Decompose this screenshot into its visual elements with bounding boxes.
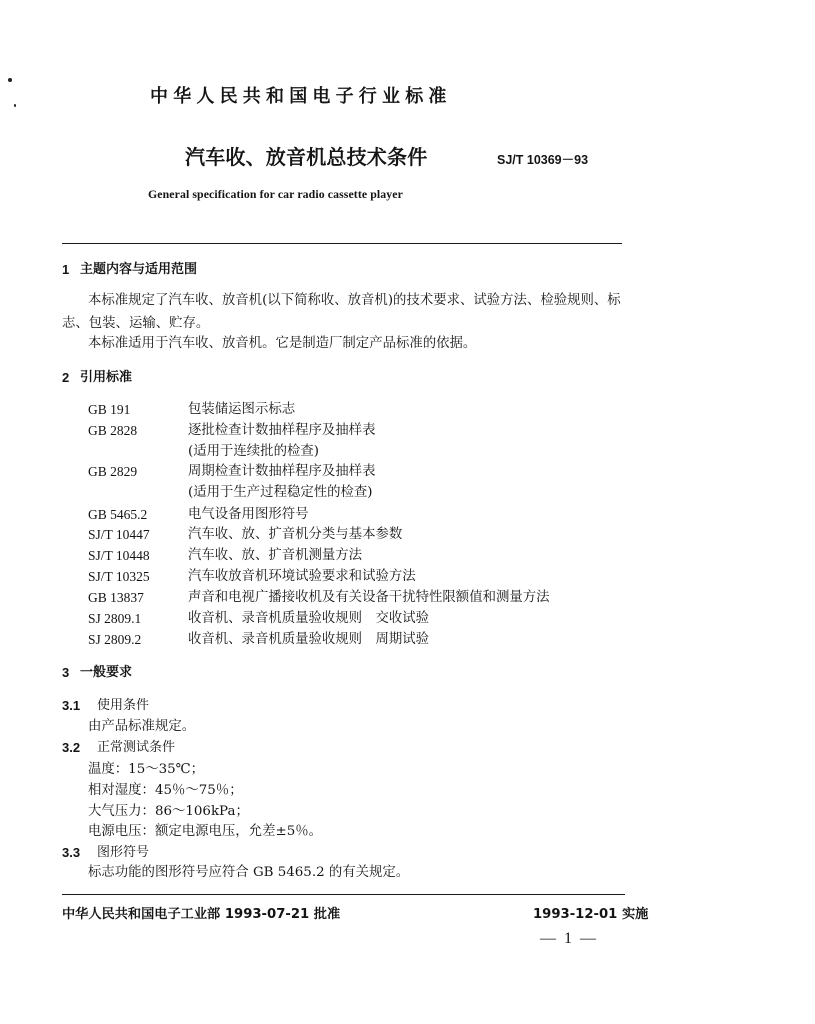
subsection-text: 由产品标准规定。 bbox=[88, 719, 196, 734]
section-title: 一般要求 bbox=[80, 665, 133, 680]
test-condition: 相对湿度：45％～75％； bbox=[88, 783, 243, 798]
reference-note: (适用于生产过程稳定性的检查) bbox=[188, 485, 373, 500]
standard-type-heading: 中华人民共和国电子行业标准 bbox=[150, 86, 452, 107]
reference-title: 汽车收放音机环境试验要求和试验方法 bbox=[188, 569, 416, 584]
document-title-english: General specification for car radio cassette player bbox=[148, 187, 403, 201]
document-title: 汽车收、放音机总技术条件 bbox=[185, 145, 428, 169]
subsection-number: 3.1 bbox=[62, 698, 81, 713]
paragraph-line: 本标准适用于汽车收、放音机。它是制造厂制定产品标准的依据。 bbox=[88, 336, 477, 351]
reference-title: 汽车收、放、扩音机测量方法 bbox=[188, 548, 363, 563]
footer-divider bbox=[62, 894, 625, 895]
section-number: 3 bbox=[62, 665, 70, 680]
subsection-title: 使用条件 bbox=[97, 698, 150, 713]
reference-title: 包装储运图示标志 bbox=[188, 402, 296, 417]
subsection-title: 图形符号 bbox=[97, 845, 150, 860]
section-number: 2 bbox=[62, 370, 70, 385]
scan-mark bbox=[14, 104, 16, 107]
reference-code: SJ/T 10325 bbox=[88, 569, 150, 584]
reference-code: GB 191 bbox=[88, 402, 131, 417]
standard-code: SJ/T 10369－93 bbox=[497, 153, 589, 167]
reference-note: (适用于连续批的检查) bbox=[188, 444, 319, 459]
reference-code: SJ 2809.1 bbox=[88, 611, 142, 626]
scan-mark bbox=[8, 78, 12, 82]
reference-code: GB 5465.2 bbox=[88, 507, 148, 522]
reference-code: GB 13837 bbox=[88, 590, 144, 605]
reference-title: 声音和电视广播接收机及有关设备干扰特性限额值和测量方法 bbox=[188, 590, 550, 605]
subsection-number: 3.3 bbox=[62, 845, 81, 860]
section-title: 引用标准 bbox=[80, 370, 133, 385]
reference-code: SJ/T 10447 bbox=[88, 527, 150, 542]
test-condition: 大气压力：86～106kPa； bbox=[88, 804, 249, 819]
subsection-title: 正常测试条件 bbox=[97, 740, 176, 755]
reference-code: GB 2829 bbox=[88, 464, 138, 479]
section-number: 1 bbox=[62, 262, 70, 277]
reference-title: 逐批检查计数抽样程序及抽样表 bbox=[188, 423, 376, 438]
effective-date: 1993-12-01 实施 bbox=[533, 907, 649, 922]
section-title: 主题内容与适用范围 bbox=[80, 262, 198, 277]
page-number: — 1 — bbox=[540, 930, 598, 947]
reference-title: 周期检查计数抽样程序及抽样表 bbox=[188, 464, 376, 479]
paragraph-line: 志、包装、运输、贮存。 bbox=[62, 316, 210, 331]
approval-statement: 中华人民共和国电子工业部 1993-07-21 批准 bbox=[62, 907, 341, 922]
subsection-number: 3.2 bbox=[62, 740, 81, 755]
subsection-text: 标志功能的图形符号应符合 GB 5465.2 的有关规定。 bbox=[88, 865, 410, 880]
reference-code: GB 2828 bbox=[88, 423, 138, 438]
reference-code: SJ 2809.2 bbox=[88, 632, 142, 647]
reference-title: 收音机、录音机质量验收规则 周期试验 bbox=[188, 632, 430, 647]
test-condition: 电源电压：额定电源电压，允差±5％。 bbox=[88, 824, 322, 839]
reference-title: 收音机、录音机质量验收规则 交收试验 bbox=[188, 611, 430, 626]
paragraph-line: 本标准规定了汽车收、放音机(以下简称收、放音机)的技术要求、试验方法、检验规则、标 bbox=[88, 293, 621, 308]
test-condition: 温度：15～35℃； bbox=[88, 762, 205, 777]
reference-title: 电气设备用图形符号 bbox=[188, 507, 309, 522]
header-divider bbox=[62, 243, 622, 244]
reference-code: SJ/T 10448 bbox=[88, 548, 150, 563]
reference-title: 汽车收、放、扩音机分类与基本参数 bbox=[188, 527, 403, 542]
